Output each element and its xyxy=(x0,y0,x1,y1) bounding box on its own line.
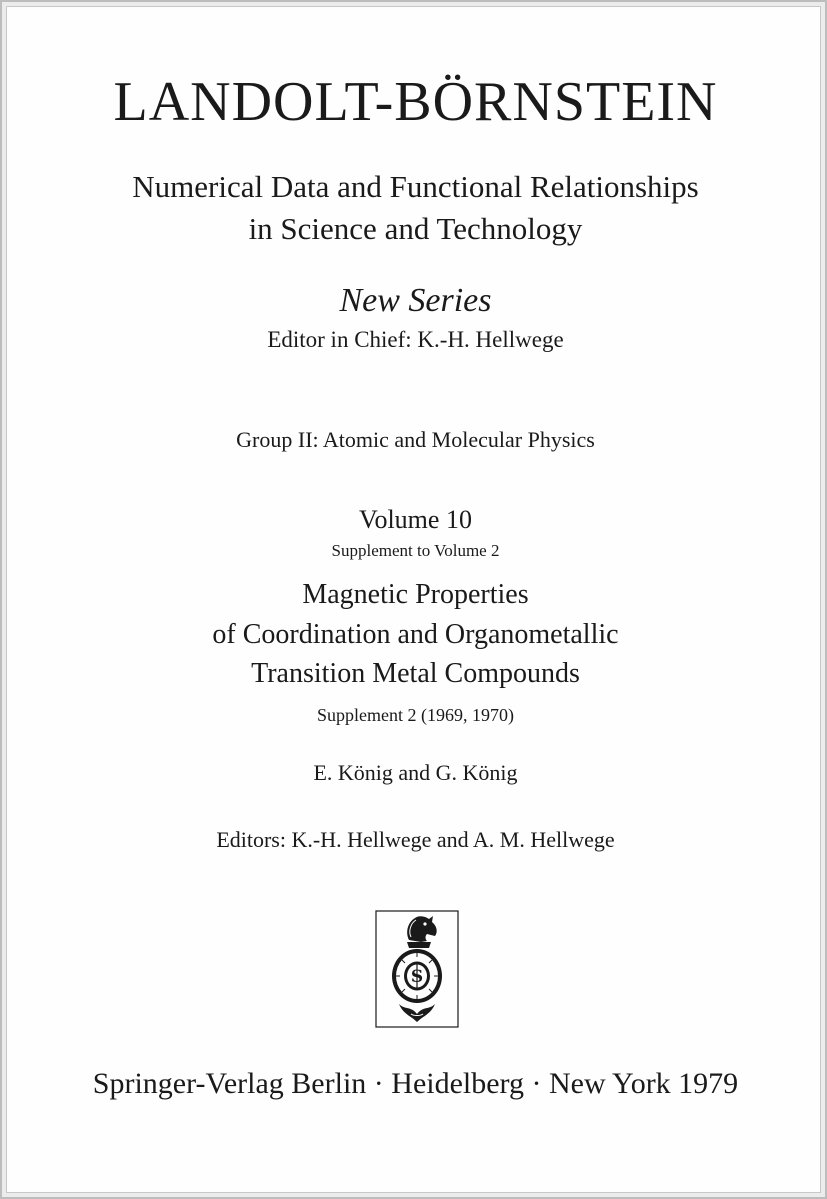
authors: E. König and G. König xyxy=(313,760,518,785)
springer-knight-seal-icon xyxy=(375,910,459,1028)
main-title: LANDOLT-BÖRNSTEIN xyxy=(113,71,718,133)
volume-label: Volume 10 xyxy=(359,505,472,534)
topic-line-1: Magnetic Properties xyxy=(302,579,529,610)
publisher-imprint: Springer-Verlag Berlin · Heidelberg · New York 1979 xyxy=(92,1067,739,1100)
subtitle-line-2: in Science and Technology xyxy=(248,211,583,246)
series-name: New Series xyxy=(339,282,492,319)
subtitle-line-1: Numerical Data and Functional Relationships xyxy=(132,169,699,204)
svg-text:S: S xyxy=(410,967,424,987)
editor-in-chief: Editor in Chief: K.-H. Hellwege xyxy=(267,327,564,352)
volume-supplement: Supplement to Volume 2 xyxy=(331,541,500,560)
topic-line-2: of Coordination and Organometallic xyxy=(212,619,619,650)
group-heading: Group II: Atomic and Molecular Physics xyxy=(236,427,595,452)
supplement-years: Supplement 2 (1969, 1970) xyxy=(317,705,514,725)
topic-line-3: Transition Metal Compounds xyxy=(251,658,580,689)
editors: Editors: K.-H. Hellwege and A. M. Hellwege xyxy=(216,827,615,852)
